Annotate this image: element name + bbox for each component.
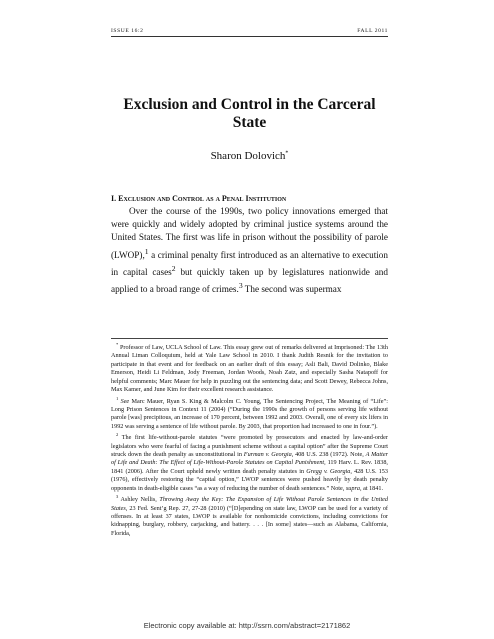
body-text-part2: a criminal penalty first introduced as an alternative to execution in capital cases xyxy=(111,249,388,277)
footnote-signal: See xyxy=(118,397,130,405)
body-text-part4: The second was supermax xyxy=(242,284,342,295)
author-line xyxy=(111,150,388,162)
note-title: A Matter of Life and Death: The Effect of Life-Without-Parole Statutes on Capital Punishment xyxy=(111,451,388,467)
article-citation-title: Throwing Away the Key: The Expansion of Life Without Parole Sentences in the United States xyxy=(111,496,388,512)
footnote-text: Professor of Law, UCLA School of Law. This essay grew out of remarks delivered at Imprisoned: The 13th Annual Liman Colloquium, held at Yale Law School in 2010. I thank Judith Resnik for the invitation to participate in that event and for feedback on an earlier draft of this essay; Asli Bali, David Dolinko, Blake Emerson, Heidi Li Feldman, Jody Freeman, Jordan Woods, Noah Zatz, and especially Sasha Natapoff for helpful comments; Marc Mauer for help in puzzling out the sentencing data; and Scott Dewey, Rebecca Johns, Max Kamer, and June Kim for their excellent research assistance. xyxy=(111,344,388,394)
season-label: FALL 2011 xyxy=(357,28,388,34)
footnote-marker: 1 xyxy=(116,395,119,401)
case-name: Furman v. Georgia xyxy=(243,451,292,459)
footnote-text: Ashley Nellis, xyxy=(118,496,160,504)
footnote-text: , 119 Harv. L. Rev. 1838, 1841 (2006). After the Court upheld newly written death penalty statutes in xyxy=(111,459,388,475)
ssrn-footer-link[interactable]: Electronic copy available at: http://ssrn.com/abstract=2171862 xyxy=(143,621,351,630)
footnote-star xyxy=(111,341,388,395)
article-title: Exclusion and Control in the Carceral State xyxy=(123,96,376,131)
footnote-marker: * xyxy=(116,342,119,347)
section-heading: I. Exclusion and Control as a Penal Institution xyxy=(111,194,287,203)
footnote-3 xyxy=(111,493,388,538)
running-header xyxy=(111,28,388,34)
body-text xyxy=(111,205,388,296)
body-text-part1: Over the course of the 1990s, two policy innovations emerged that were quickly and widely adopted by criminal justice systems around the United States. The first was life in prison without the possibility of parole (LWOP), xyxy=(111,206,388,260)
footnote-ref-3[interactable]: 3 xyxy=(238,281,243,291)
footnote-text: The first life-without-parole statutes “were promoted by prosecutors and enacted by law-and-order legislators who were fearful of facing a punishment scheme without a capital option” after the Supreme Court struck down the death penalty as unconstitutional in xyxy=(111,434,388,459)
footnote-rule xyxy=(111,338,388,339)
author-name: Sharon Dolovich xyxy=(210,150,286,162)
footnote-marker: 2 xyxy=(116,432,119,438)
footnote-1 xyxy=(111,395,388,432)
body-paragraph xyxy=(111,205,388,296)
footnote-ref-2[interactable]: 2 xyxy=(171,263,176,273)
footnote-text: , 428 U.S. 153 (1976), effectively restoring the “capital option,” LWOP sentences were pushed heavily by death penalty opponents in death-eligible cases “as a way of reducing the number of death sentences.” Note, xyxy=(111,467,388,492)
footnote-text: Marc Mauer, Ryan S. King & Malcolm C. Young, The Sentencing Project, The Meaning of “Life”: Long Prison Sentences in Context 11 (2004) (“During the 1990s the growth of persons serving life without parole [was] precipitous, an increase of 170 percent, between 1992 and 2003. Overall, one of every six lifers in 1992 was serving a sentence of life without parole. By 2003, that proportion had increased to one in four.”). xyxy=(111,397,388,430)
footnote-ref-1[interactable]: 1 xyxy=(144,246,149,256)
issue-label: ISSUE 16:2 xyxy=(111,28,144,34)
footnote-text: , at 1841. xyxy=(359,484,384,492)
case-name: Gregg v. Georgia xyxy=(306,467,351,475)
supra-signal: supra xyxy=(345,484,360,492)
footnotes xyxy=(111,341,388,538)
footnote-2 xyxy=(111,431,388,493)
footnote-marker: 3 xyxy=(116,494,119,500)
author-footnote-marker[interactable]: * xyxy=(285,150,289,157)
footnote-text: , 408 U.S. 238 (1972). Note, xyxy=(291,451,366,459)
footnote-text: , 23 Fed. Sent’g Rep. 27, 27-28 (2010) (“[D]epending on state law, LWOP can be used for a variety of offenses. In at least 37 states, LWOP is available for nonhomicide convictions, including convictions for kidnapping, burglary, robbery, carjacking, and battery. . . . [In some] states—such as Alabama, California, Florida, xyxy=(111,504,388,537)
body-text-part3: but quickly taken up by legislatures nationwide and applied to a broad range of crimes. xyxy=(111,266,388,295)
header-rule xyxy=(111,36,388,37)
